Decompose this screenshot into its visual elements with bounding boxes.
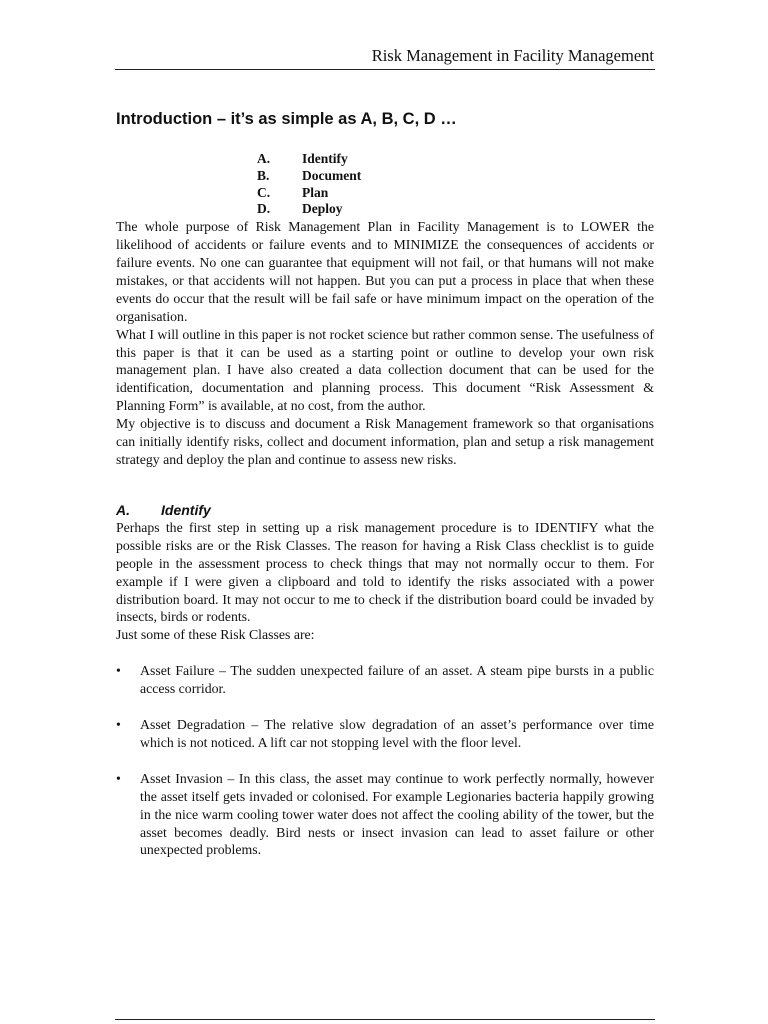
step-label: Document (302, 167, 362, 183)
footer-rule (115, 1019, 655, 1020)
header-rule (115, 69, 655, 70)
step-item (257, 168, 654, 185)
list-item (116, 770, 654, 860)
identify-paragraph: Perhaps the first step in setting up a risk management procedure is to IDENTIFY what the possible risks are or the Risk Classes. The reason for having a Risk Class checklist is to guide people in the assessment process to check things that may not normally occur to them. For example if I were given a clipboard and told to identify the risks associated with a power distribution board. It may not occur to me to check if the distribution board could be invaded by insects, birds or rodents. (116, 519, 654, 625)
step-letter: A. (257, 151, 271, 166)
abcd-steps-list (257, 151, 654, 218)
step-label: Identify (302, 151, 348, 166)
risk-classes-list (116, 662, 654, 859)
page-content (116, 108, 654, 877)
step-letter: B. (257, 167, 270, 183)
step-label: Deploy (302, 201, 343, 217)
risk-class-text: Asset Invasion – In this class, the asset may continue to work perfectly normally, however the asset itself gets invaded or colonised. For example Legionaries bacteria happily growing in the nice warm cooling tower water does not affect the cooling ability of the tower, but the asset becomes deadly. Bird nests or insect invasion can lead to asset failure or other unexpected problems. (140, 770, 654, 858)
step-item (257, 201, 654, 218)
risk-classes-intro: Just some of these Risk Classes are: (116, 627, 315, 643)
running-header: Risk Management in Facility Management (371, 46, 654, 65)
step-label: Plan (302, 184, 329, 200)
step-item (257, 185, 654, 202)
intro-paragraph-purpose: The whole purpose of Risk Management Plan in Facility Management is to LOWER the likelihood of accidents or failure events and to MINIMIZE the consequences of accidents or failure events. No one can guarantee that equipment will not fail, or that humans will not make mistakes, or that accidents will not happen. But you can put a process in place that when these events do occur that the result will be fail safe or have minimum impact on the operation of the organisation. (116, 219, 654, 324)
intro-paragraph-objective: My objective is to discuss and document a Risk Management framework so that organisations can initially identify risks, collect and document information, plan and setup a risk management strategy and deploy the plan and continue to assess new risks. (116, 416, 654, 467)
section-title: Identify (161, 501, 211, 518)
list-item (116, 662, 654, 698)
intro-title: Introduction – it’s as simple as A, B, C, D … (116, 110, 457, 128)
section-letter: A. (116, 501, 130, 518)
step-letter: D. (257, 201, 271, 217)
bullet-icon: • (116, 770, 121, 786)
risk-class-text: Asset Degradation – The relative slow degradation of an asset’s performance over time which is not noticed. A lift car not stopping level with the floor level. (140, 717, 654, 750)
step-item (257, 151, 654, 168)
bullet-icon: • (116, 663, 121, 679)
intro-paragraph-outline: What I will outline in this paper is not rocket science but rather common sense. The usefulness of this paper is that it can be used as a starting point or outline to develop your own risk management plan. I have also created a data collection document that can be used for the identification, documentation and planning process. This document “Risk Assessment & Planning Form” is available, at no cost, from the author. (116, 326, 654, 414)
bullet-icon: • (116, 717, 121, 733)
step-letter: C. (257, 184, 271, 200)
risk-class-text: Asset Failure – The sudden unexpected failure of an asset. A steam pipe bursts in a public access corridor. (140, 663, 654, 697)
section-heading-identify (116, 501, 654, 519)
list-item (116, 716, 654, 752)
